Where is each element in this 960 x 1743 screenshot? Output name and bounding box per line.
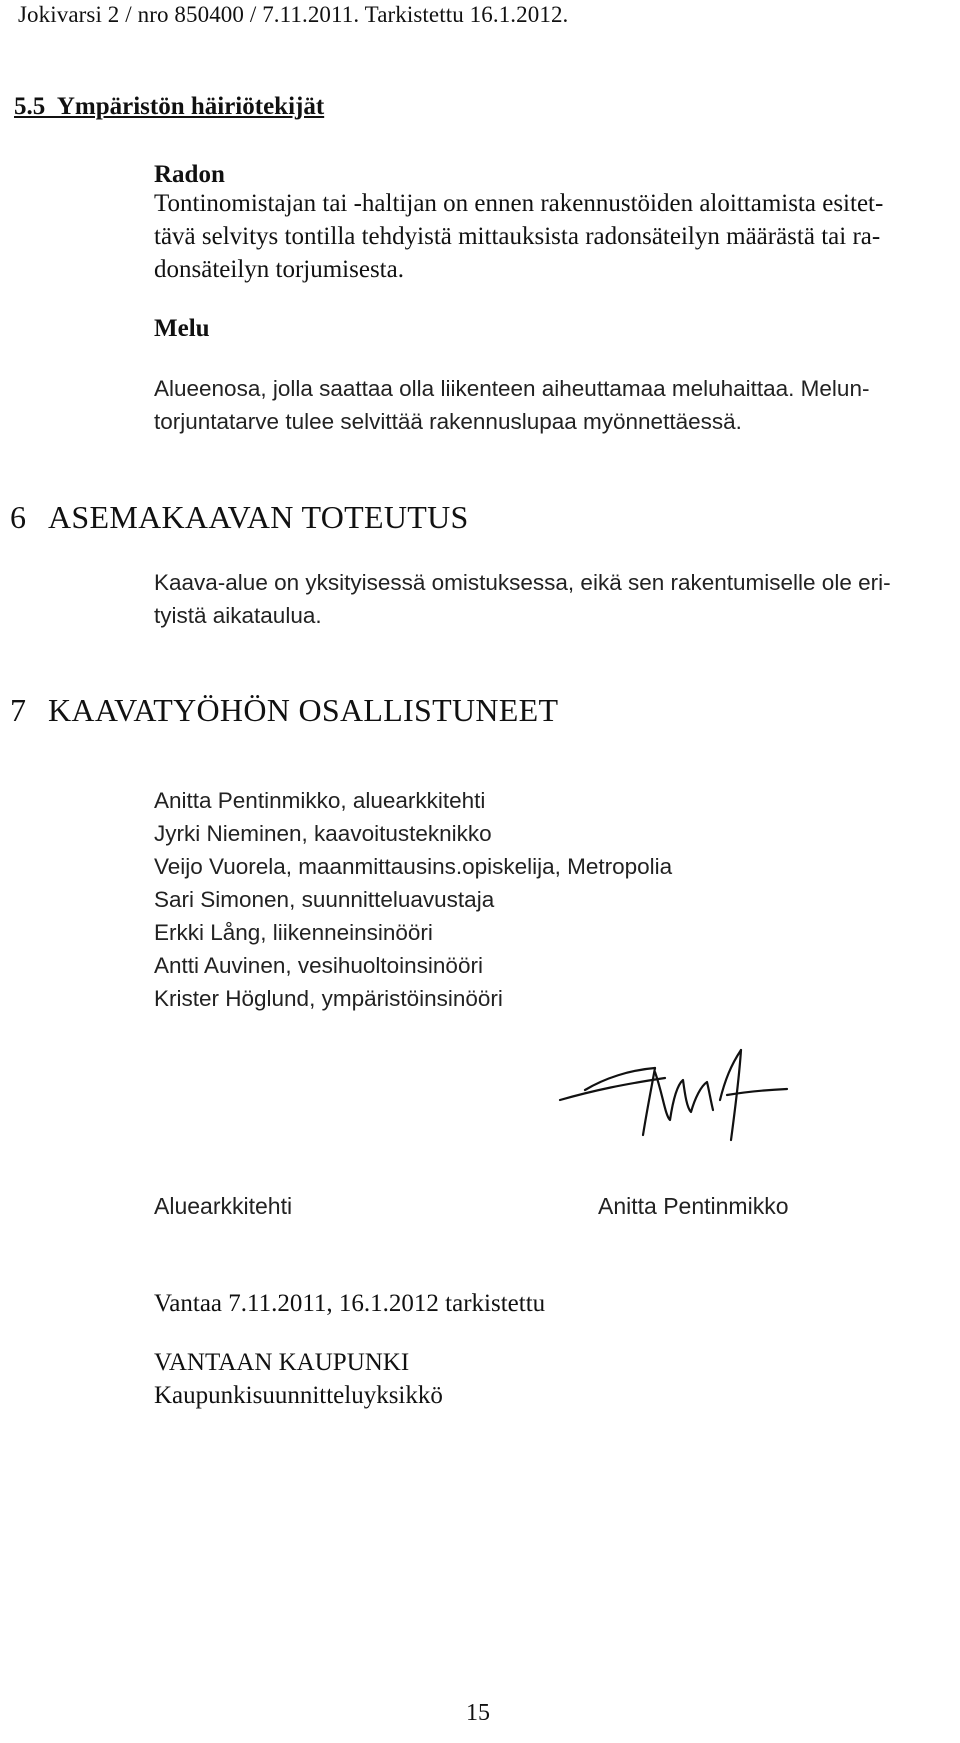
section-6-line: tyistä aikataulua. <box>154 603 322 628</box>
organization-name: VANTAAN KAUPUNKI <box>154 1349 410 1376</box>
signature-name: Anitta Pentinmikko <box>598 1193 789 1219</box>
melu-heading: Melu <box>154 315 210 342</box>
signature-role: Aluearkkitehti <box>154 1193 293 1219</box>
signature-stroke <box>643 1068 655 1135</box>
participant: Sari Simonen, suunnitteluavustaja <box>154 887 495 912</box>
participant: Jyrki Nieminen, kaavoitusteknikko <box>154 821 492 846</box>
section-6-title: ASEMAKAAVAN TOTEUTUS <box>48 499 469 535</box>
participant: Veijo Vuorela, maanmittausins.opiskelija, Metropolia <box>154 854 673 879</box>
section-7-heading <box>10 690 558 730</box>
section-6-line: Kaava-alue on yksityisessä omistuksessa, eikä sen rakentumiselle ole eri- <box>154 570 891 595</box>
section-6-text <box>154 566 891 632</box>
page-number: 15 <box>466 1700 490 1726</box>
page-header: Jokivarsi 2 / nro 850400 / 7.11.2011. Tarkistettu 16.1.2012. <box>18 2 569 27</box>
participants-list <box>154 784 672 1015</box>
participant: Anitta Pentinmikko, aluearkkitehti <box>154 788 486 813</box>
radon-line: tävä selvitys tontilla tehdyistä mittauksista radonsäteilyn määrästä tai ra- <box>154 223 881 250</box>
participant: Erkki Lång, liikenneinsinööri <box>154 920 433 945</box>
section-6-heading <box>10 497 469 537</box>
section-7-number: 7 <box>10 692 27 728</box>
place-date: Vantaa 7.11.2011, 16.1.2012 tarkistettu <box>154 1290 546 1317</box>
section-7-title: KAAVATYÖHÖN OSALLISTUNEET <box>48 692 559 728</box>
radon-line: Tontinomistajan tai -haltijan on ennen rakennustöiden aloittamista esitet- <box>154 190 884 217</box>
radon-line: donsäteilyn torjumisesta. <box>154 256 404 283</box>
radon-heading: Radon <box>154 161 225 188</box>
participant: Krister Höglund, ympäristöinsinööri <box>154 986 503 1011</box>
participant: Antti Auvinen, vesihuoltoinsinööri <box>154 953 483 978</box>
organization <box>154 1346 443 1412</box>
handwritten-signature <box>555 1040 795 1150</box>
melu-text <box>154 372 869 438</box>
radon-text <box>154 187 883 286</box>
section-6-number: 6 <box>10 499 27 535</box>
section-5-5-title: 5.5 Ympäristön häiriötekijät <box>14 93 325 120</box>
organization-unit: Kaupunkisuunnitteluyksikkö <box>154 1382 443 1409</box>
melu-line: Alueenosa, jolla saattaa olla liikenteen aiheuttamaa meluhaittaa. Melun- <box>154 376 870 401</box>
melu-line: torjuntatarve tulee selvittää rakennuslupaa myönnettäessä. <box>154 409 742 434</box>
